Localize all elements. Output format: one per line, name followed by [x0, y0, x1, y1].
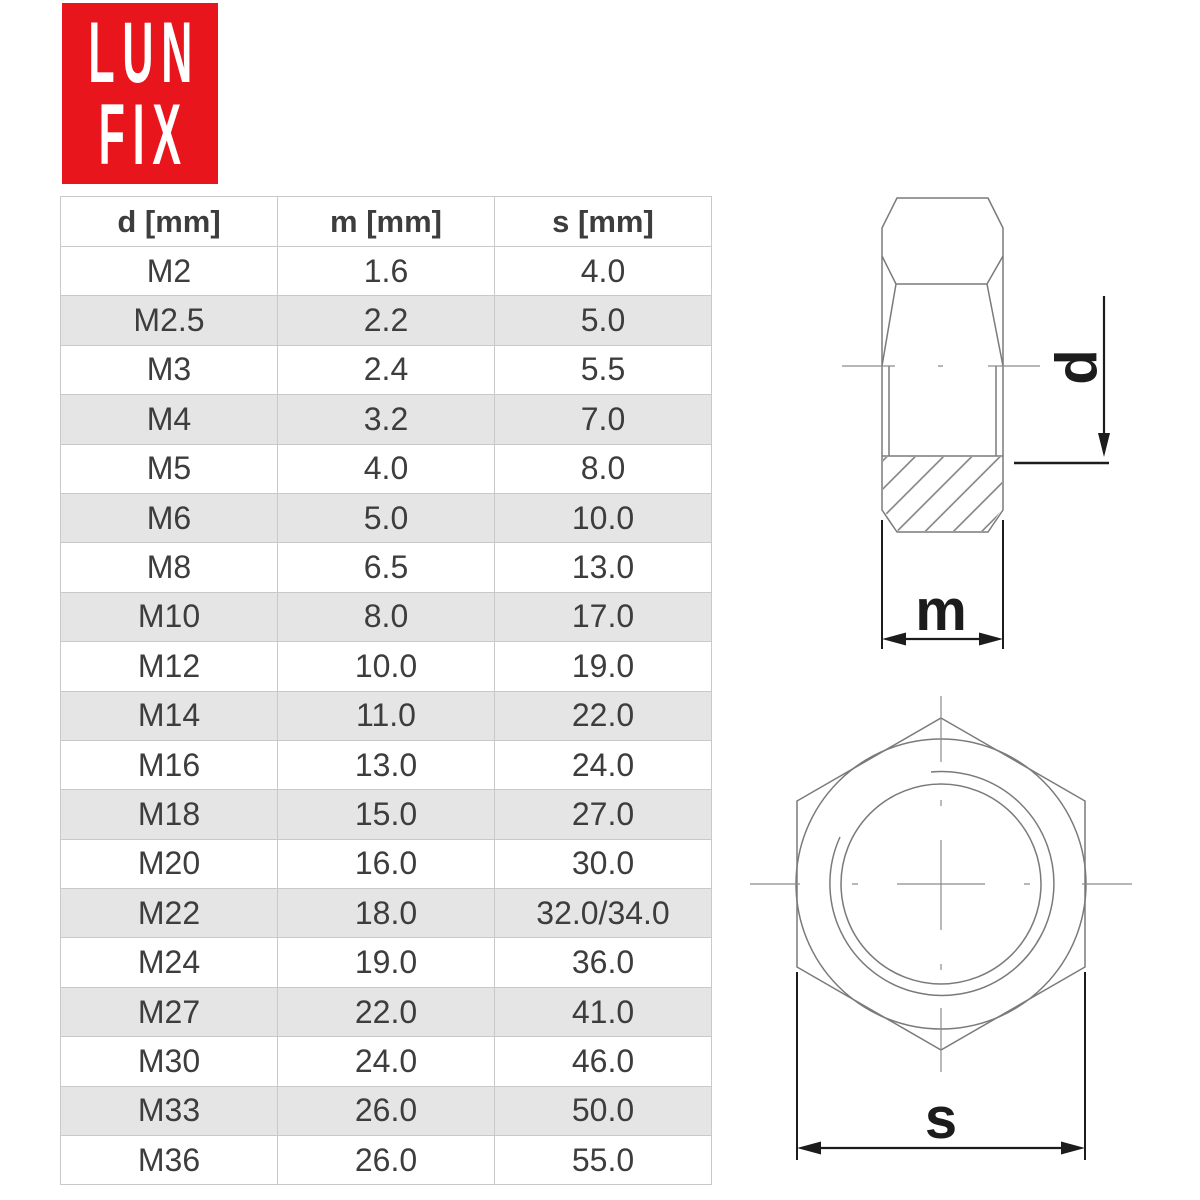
table-cell: 5.5 [495, 345, 712, 394]
brand-logo-line2: FIX [98, 86, 189, 183]
table-cell: 27.0 [495, 790, 712, 839]
table-cell: 8.0 [278, 592, 495, 641]
table-cell: 1.6 [278, 247, 495, 296]
table-cell: M24 [61, 938, 278, 987]
table-cell: 6.5 [278, 543, 495, 592]
table-cell: 24.0 [278, 1037, 495, 1086]
side-view-hatch-area [883, 457, 1002, 531]
table-cell: M14 [61, 691, 278, 740]
top-view-centerlines [750, 696, 1132, 1072]
table-cell: M30 [61, 1037, 278, 1086]
table-cell: M22 [61, 889, 278, 938]
column-header-s: s [mm] [495, 197, 712, 247]
table-cell: 50.0 [495, 1086, 712, 1135]
table-cell: 32.0/34.0 [495, 889, 712, 938]
dimension-label-m: m [915, 578, 967, 643]
table-cell: M12 [61, 642, 278, 691]
arrowhead-left-icon [882, 633, 906, 646]
table-cell: 36.0 [495, 938, 712, 987]
table-cell: 16.0 [278, 839, 495, 888]
table-cell: M36 [61, 1136, 278, 1185]
table-cell: 41.0 [495, 987, 712, 1036]
table-cell: 19.0 [278, 938, 495, 987]
table-cell: M6 [61, 493, 278, 542]
column-header-d: d [mm] [61, 197, 278, 247]
table-cell: M2 [61, 247, 278, 296]
table-cell: 19.0 [495, 642, 712, 691]
brand-logo-line1: LUN [88, 4, 200, 101]
arrowhead-right-icon [1061, 1142, 1085, 1155]
table-cell: 10.0 [495, 493, 712, 542]
table-cell: M5 [61, 444, 278, 493]
table-cell: 46.0 [495, 1037, 712, 1086]
table-cell: 13.0 [278, 740, 495, 789]
table-cell: 3.2 [278, 395, 495, 444]
table-cell: 13.0 [495, 543, 712, 592]
table-cell: 2.2 [278, 296, 495, 345]
table-cell: 22.0 [495, 691, 712, 740]
table-cell: M10 [61, 592, 278, 641]
arrowhead-left-icon [797, 1142, 821, 1155]
table-cell: 22.0 [278, 987, 495, 1036]
table-cell: 24.0 [495, 740, 712, 789]
column-header-m: m [mm] [278, 197, 495, 247]
dimension-label-d: d [1044, 349, 1110, 385]
side-view-facet-lines [882, 256, 1003, 456]
table-cell: M2.5 [61, 296, 278, 345]
table-cell: 30.0 [495, 839, 712, 888]
arrowhead-down-icon [1098, 433, 1110, 457]
table-cell: 15.0 [278, 790, 495, 839]
table-cell: 4.0 [495, 247, 712, 296]
table-cell: 26.0 [278, 1136, 495, 1185]
table-cell: 5.0 [278, 493, 495, 542]
table-cell: 8.0 [495, 444, 712, 493]
table-cell: 55.0 [495, 1136, 712, 1185]
table-cell: 5.0 [495, 296, 712, 345]
table-cell: 17.0 [495, 592, 712, 641]
table-cell: M33 [61, 1086, 278, 1135]
table-cell: 7.0 [495, 395, 712, 444]
table-cell: 11.0 [278, 691, 495, 740]
table-cell: 4.0 [278, 444, 495, 493]
table-cell: M20 [61, 839, 278, 888]
nut-side-view [842, 198, 1040, 532]
table-cell: M4 [61, 395, 278, 444]
table-cell: M27 [61, 987, 278, 1036]
arrowhead-right-icon [979, 633, 1003, 646]
table-cell: 18.0 [278, 889, 495, 938]
table-cell: M8 [61, 543, 278, 592]
dimension-d [1014, 296, 1110, 463]
table-cell: 10.0 [278, 642, 495, 691]
table-cell: M3 [61, 345, 278, 394]
table-cell: M16 [61, 740, 278, 789]
dimension-m [882, 520, 1003, 649]
dimension-label-s: s [924, 1086, 958, 1151]
nut-top-view [750, 696, 1132, 1072]
table-cell: 26.0 [278, 1086, 495, 1135]
table-cell: M18 [61, 790, 278, 839]
table-cell: 2.4 [278, 345, 495, 394]
